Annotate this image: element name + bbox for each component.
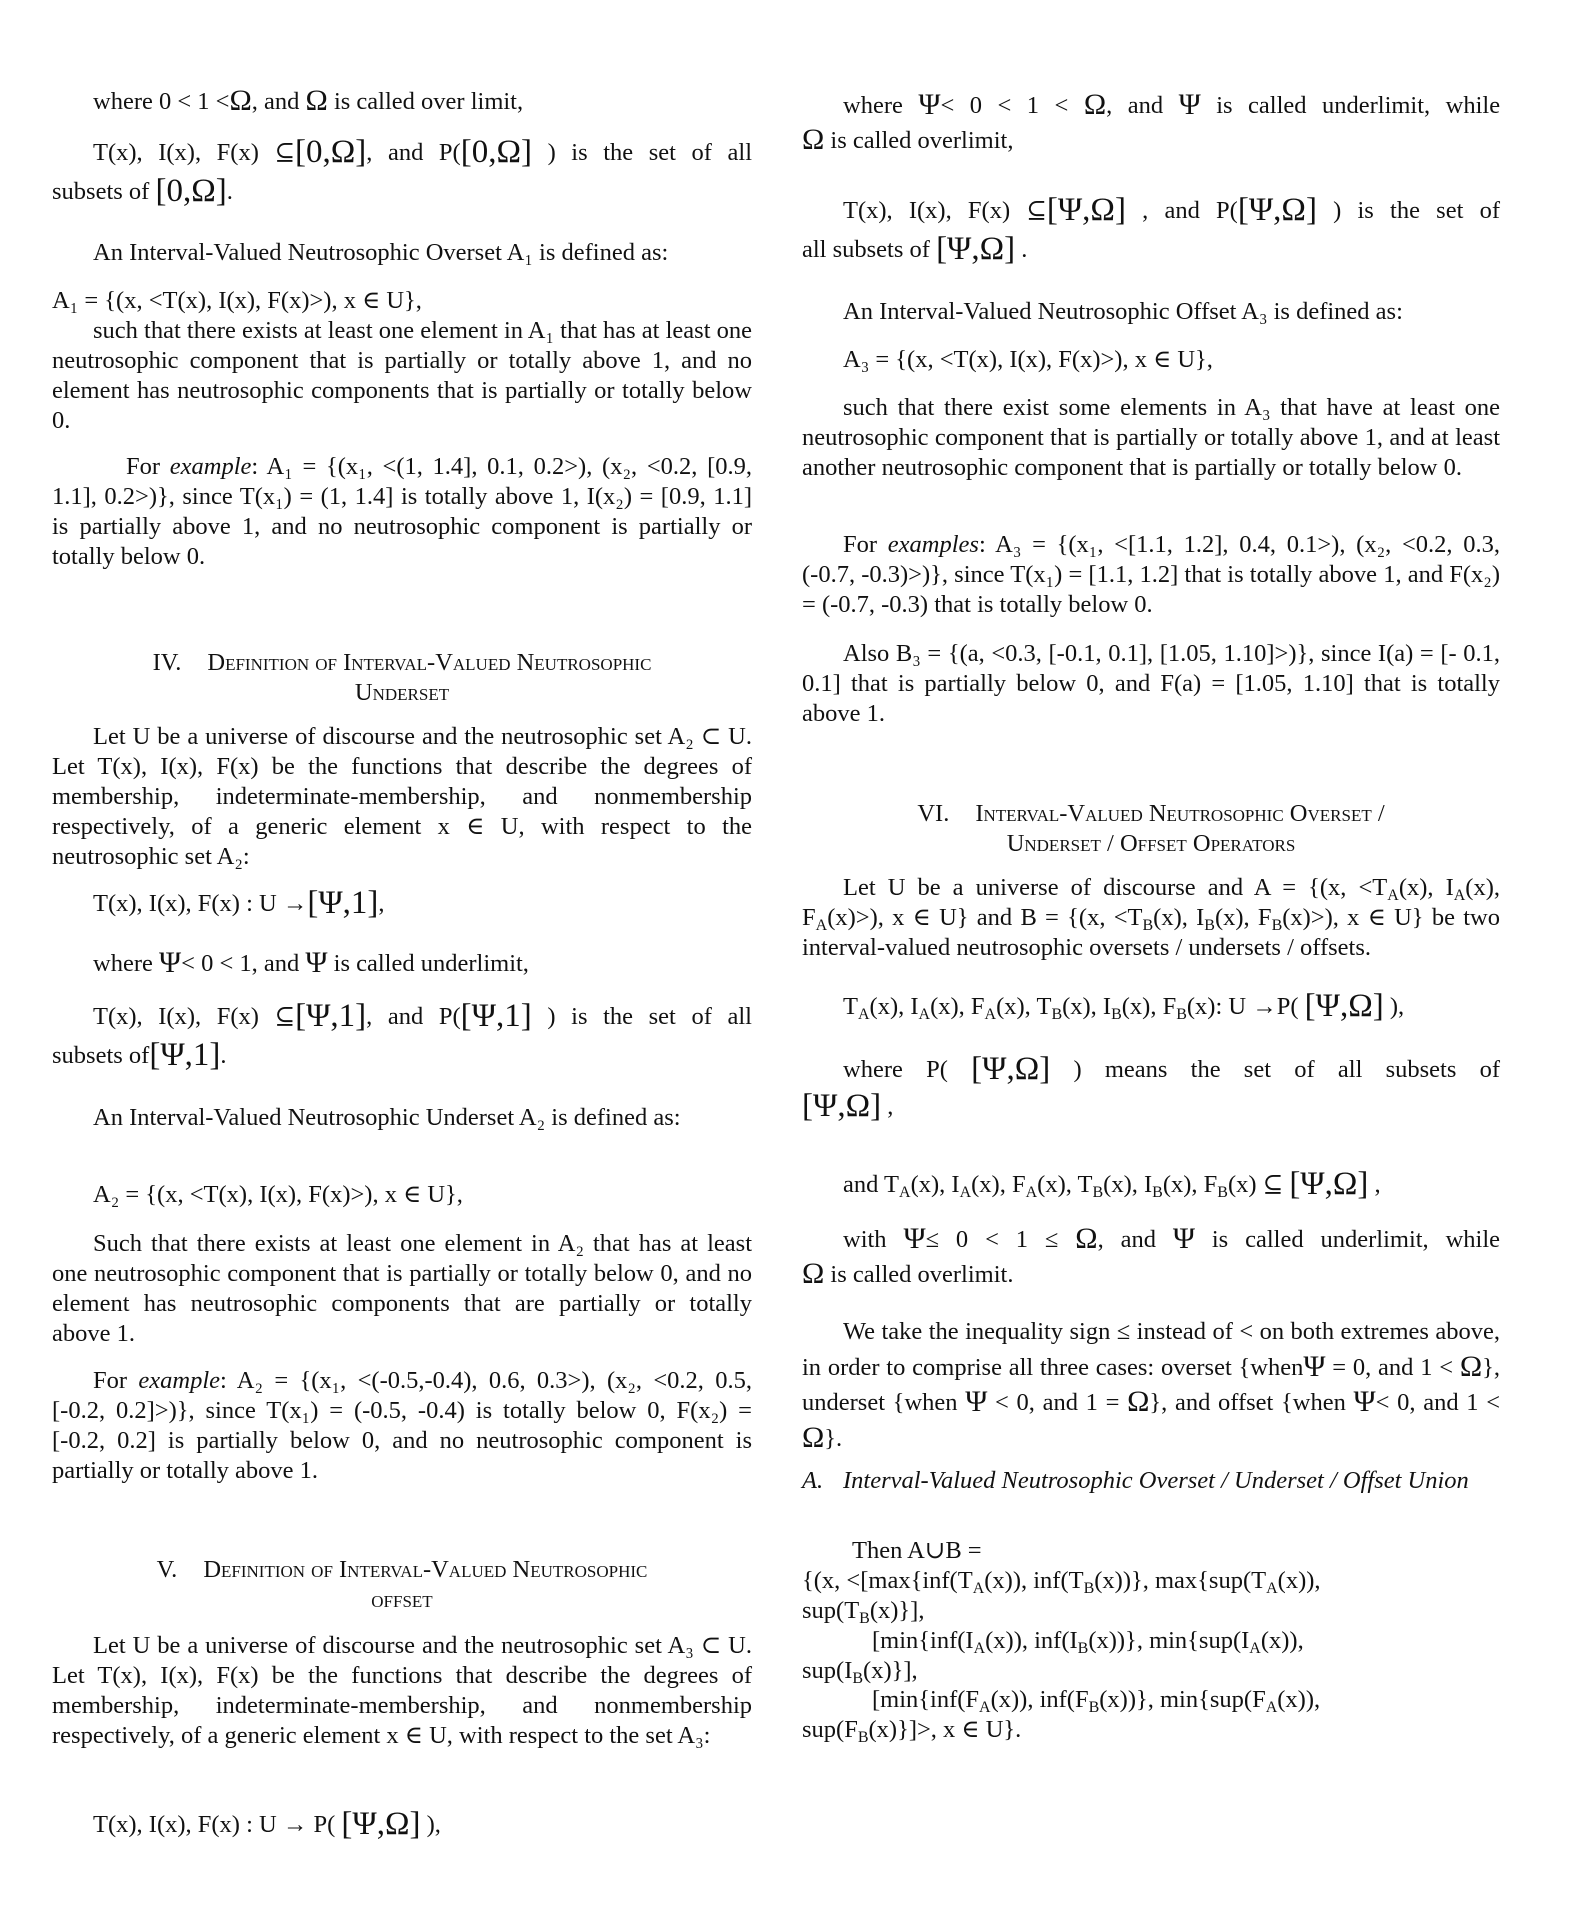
union-line-0: Then A∪B = (852, 1537, 982, 1564)
psi-symbol: Ψ (1303, 1349, 1326, 1383)
inequality-paragraph: We take the inequality sign ≤ instead of < on both extremes above, in order to comprise all three cases: overset {whenΨ = 0, and 1 < Ω}, underset {when Ψ < 0, and 1 = Ω}, and offset {when Ψ< 0, and 1 < Ω}. (802, 1318, 1501, 1454)
operators-subsets-paragraph: where P( [Ψ,Ω] ) means the set of all subsets of [Ψ,Ω] , (802, 1051, 1501, 1124)
paragraph-subsets-psi-1: T(x), I(x), F(x) ⊆[Ψ,1], and P([Ψ,1] ) is the set of all subsets of[Ψ,1]. (52, 998, 752, 1073)
union-line-1: {(x, $<[\max\{inf(T_A(x))$, $inf(T_B(x))$}, $\max\{sup(T_A(x))$, (802, 1566, 1321, 1597)
section-heading-iv: IV. Definition of Interval-Valued Neutrosophic Underset (152, 649, 652, 706)
underset-definition-intro: An Interval-Valued Neutrosophic Underset A₂ is defined as: (93, 1104, 681, 1131)
union-formula (802, 1536, 1500, 1745)
psi-symbol: Ψ (1172, 1222, 1195, 1255)
psi-symbol: Ψ (158, 946, 182, 979)
interval-psi-1: [Ψ,1] (149, 1037, 221, 1073)
interval-psi-omega: [Ψ,Ω] (341, 1806, 421, 1842)
interval-psi-omega: [Ψ,Ω] (1237, 192, 1317, 228)
operators-mapping (802, 990, 1500, 1023)
interval-0-omega: [0,Ω] (460, 134, 532, 170)
offset-universe-paragraph: Let U be a universe of discourse and the neutrosophic set A₃ ⊂ U. Let T(x), I(x), F(x) be the functions that describe the degrees of membership, indeterminate-membership, and nonmembership respectively, of a generic element x ∈ U, with respect to the set A₃: (52, 1632, 752, 1749)
offset-definition: A₃ = {(x, <T(x), I(x), F(x)>), x ∈ U}, (843, 346, 1213, 373)
omega-symbol: Ω (1083, 88, 1107, 121)
union-line-2: $sup(T_B(x)\}$], (802, 1596, 925, 1627)
psi-symbol: Ψ (903, 1222, 926, 1255)
omega-symbol: Ω (1127, 1385, 1150, 1419)
omega-symbol: Ω (1459, 1349, 1483, 1383)
omega-symbol: Ω (802, 1420, 825, 1454)
underlimit-paragraph: where Ψ< 0 < 1, and Ψ is called underlimit, (93, 946, 529, 979)
omega-symbol: Ω (1075, 1222, 1098, 1255)
offset-example-b3: Also B₃ = {(a, <0.3, [-0.1, 0.1], [1.05, 1.10]>)}, since I(a) = [- 0.1, 0.1] that is partially below 0, and F(a) = [1.05, 1.10] that is totally above 1. (802, 640, 1500, 727)
interval-psi-1: [Ψ,1] (295, 998, 367, 1034)
interval-psi-omega: [Ψ,Ω] (936, 231, 1016, 267)
union-line-5: [$\min\{inf(F_A(x))$, $inf(F_B(x))$}, $\min\{sup(F_A(x))$, (872, 1686, 1321, 1717)
interval-psi-omega: [Ψ,Ω] (1289, 1166, 1369, 1202)
union-line-4: $sup(I_B(x)\}$], (802, 1656, 918, 1687)
omega-symbol: Ω (802, 122, 825, 156)
offset-definition-intro: An Interval-Valued Neutrosophic Offset A₃ is defined as: (843, 298, 1403, 325)
union-line-3: [$\min\{inf(I_A(x))$, $inf(I_B(x))$}, $\min\{sup(I_A(x))$, (872, 1626, 1304, 1657)
offset-condition: such that there exist some elements in A₃ that have at least one neutrosophic component that is partially or totally above 1, and at least another neutrosophic component that is partially or totally below 0. (802, 394, 1500, 481)
psi-symbol: Ψ (965, 1385, 988, 1419)
operators-inclusion (802, 1168, 1500, 1201)
interval-psi-omega: [Ψ,Ω] (1304, 988, 1384, 1024)
section-heading-v: V. Definition of Interval-Valued Neutrosophic offset (156, 1556, 648, 1613)
underset-example: For example: A₂ = {(x₁, <(-0.5,-0.4), 0.6, 0.3>), (x₂, <0.2, 0.5, [-0.2, 0.2]>)}, since T(x₁) = (-0.5, -0.4) is totally below 0, F(x₂) = [-0.2, 0.2] is partially below 0, and no neutrosophic component is partially or totally above 1. (52, 1367, 753, 1484)
interval-0-omega: [0,Ω] (155, 173, 227, 209)
operators-inclusion-text: and $T_A(x)$, $I_A(x)$, $F_A(x)$, $T_B(x)$, $I_B(x)$, $F_B(x)$ ⊆ [Ψ,Ω] , (843, 1166, 1381, 1202)
psi-symbol: Ψ (1353, 1385, 1376, 1419)
operators-universe-paragraph (802, 873, 1500, 963)
operators-limits-paragraph: with Ψ≤ 0 < 1 ≤ Ω, and Ψ is called underlimit, while Ω is called overlimit. (802, 1222, 1500, 1290)
interval-psi-omega: [Ψ,Ω] (802, 1088, 882, 1124)
operators-universe-text: Let U be a universe of discourse and A = {(x, $<T_A(x)$, $I_A(x)$, $F_A(x)>$), x ∈ U} and B = {(x, $<T_B(x)$, $I_B(x)$, $F_B(x)>$), x ∈ U} be two interval-valued neutrosophic oversets / undersets / offsets. (802, 874, 1500, 961)
union-line-6: $sup(F_B(x)\}]>$, x ∈ U}. (802, 1716, 1022, 1747)
omega-symbol: Ω (305, 84, 328, 117)
underset-condition: Such that there exists at least one element in A₂ that has at least one neutrosophic component that is partially or totally below 0, and no element has neutrosophic components that are partially or totally above 1. (52, 1230, 752, 1347)
offset-mapping: T(x), I(x), F(x) : U → P( [Ψ,Ω] ), (93, 1806, 441, 1842)
overset-definition-intro: An Interval-Valued Neutrosophic Overset A₁ is defined as: (93, 239, 669, 266)
psi-symbol: Ψ (305, 946, 328, 979)
psi-symbol: Ψ (918, 88, 941, 121)
subsection-heading-a: A. Interval-Valued Neutrosophic Overset / Underset / Offset Union (802, 1467, 1469, 1494)
operators-mapping-text: $T_A(x)$, $I_A(x)$, $F_A(x)$, $T_B(x)$, $I_B(x)$, $F_B(x)$: U →P( [Ψ,Ω] ), (843, 988, 1405, 1024)
interval-psi-1: [Ψ,1] (460, 998, 532, 1034)
paragraph-subsets-0-omega: T(x), I(x), F(x) ⊆[0,Ω], and P([0,Ω] ) is the set of all subsets of [0,Ω]. (52, 134, 753, 209)
psi-symbol: Ψ (1178, 88, 1201, 121)
overset-example: For example: A₁ = {(x₁, <(1, 1.4], 0.1, 0.2>), (x₂, <0.2, [0.9, 1.1], 0.2>)}, since T(x₁) = (1, 1.4] is totally above 1, I(x₂) = [0.9, 1.1] is partially above 1, and no neutrosophic component is partially or totally below 0. (52, 453, 752, 570)
omega-symbol: Ω (802, 1256, 825, 1290)
section-heading-vi: VI. Interval-Valued Neutrosophic Overset / Underset / Offset Operators (917, 800, 1385, 857)
interval-psi-omega: [Ψ,Ω] (1046, 192, 1126, 228)
offset-example: For examples: A₃ = {(x₁, <[1.1, 1.2], 0.4, 0.1>), (x₂, <0.2, 0.3, (-0.7, -0.3)>)}, since T(x₁) = [1.1, 1.2] that is totally above 1, and F(x₂) = (-0.7, -0.3) that is totally below 0. (802, 531, 1500, 618)
underset-universe-paragraph: Let U be a universe of discourse and the neutrosophic set A₂ ⊂ U. Let T(x), I(x), F(x) be the functions that describe the degrees of membership, indeterminate-membership, and nonmembership respectively, of a generic element x ∈ U, with respect to the neutrosophic set A₂: (52, 723, 752, 870)
interval-psi-1: [Ψ,1] (307, 885, 379, 921)
interval-0-omega: [0,Ω] (294, 134, 367, 170)
underset-mapping: T(x), I(x), F(x) : U →[Ψ,1], (93, 885, 385, 921)
paragraph-subsets-psi-omega: T(x), I(x), F(x) ⊆[Ψ,Ω] , and P([Ψ,Ω] ) is the set of all subsets of [Ψ,Ω] . (802, 192, 1500, 267)
paragraph-overlimit: where 0 < 1 <Ω, and Ω is called over limit, (93, 84, 524, 117)
underset-definition: A₂ = {(x, <T(x), I(x), F(x)>), x ∈ U}, (93, 1181, 463, 1208)
overset-definition: A₁ = {(x, <T(x), I(x), F(x)>), x ∈ U}, such that there exists at least one element in A₁ that has at least one neutrosophic component that is partially or totally above 1, and no element has neutrosophic components that is partially or totally below 0. (52, 287, 752, 434)
omega-symbol: Ω (229, 84, 252, 117)
interval-psi-omega: [Ψ,Ω] (971, 1051, 1051, 1087)
offset-limits-paragraph: where Ψ< 0 < 1 < Ω, and Ψ is called underlimit, while Ω is called overlimit, (802, 88, 1501, 156)
